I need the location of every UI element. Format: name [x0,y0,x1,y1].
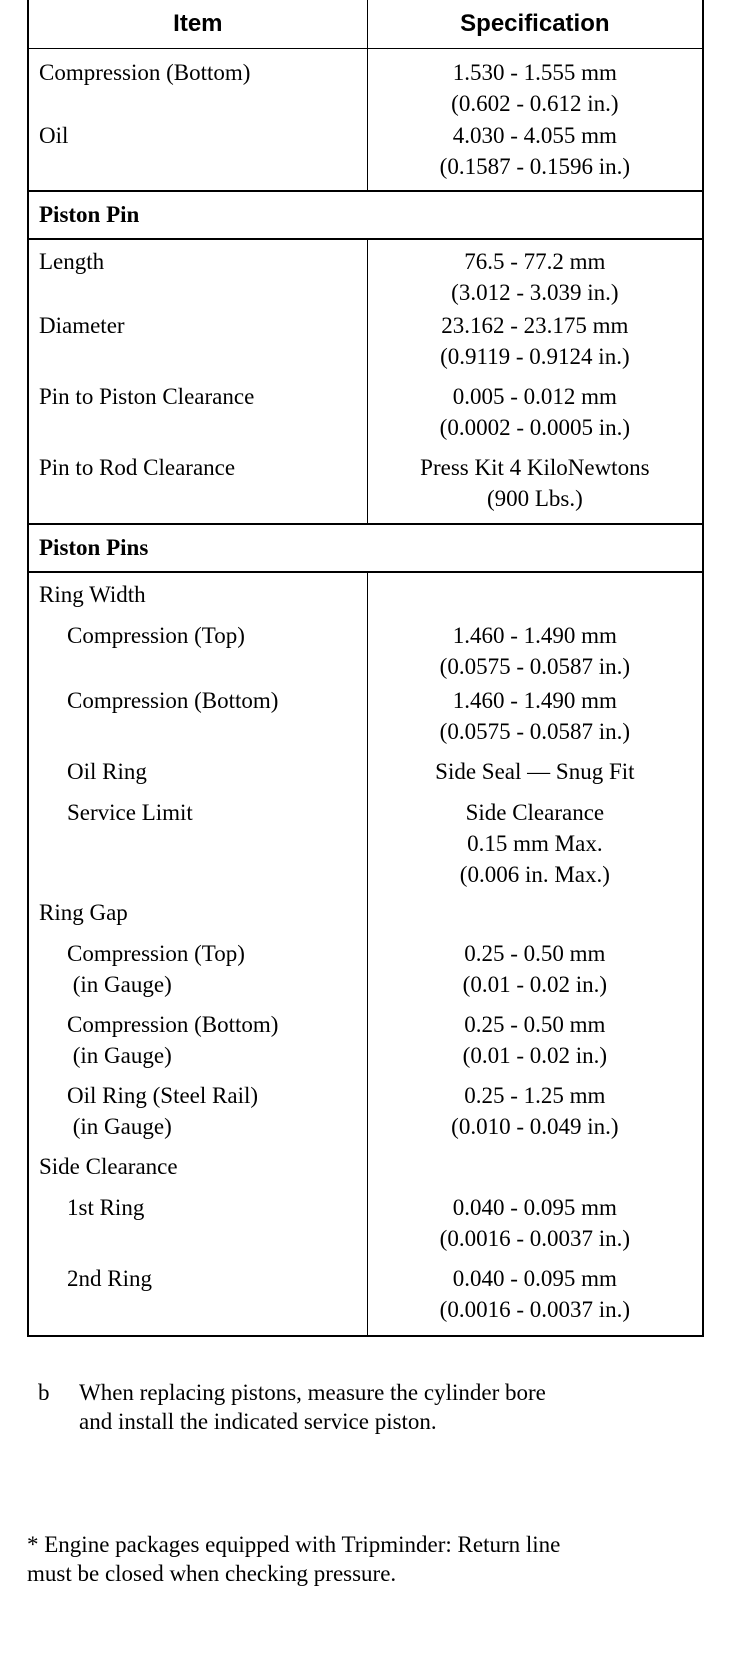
footnote-b-text: When replacing pistons, measure the cylinder bore and install the indicated service piston. [79,1380,546,1434]
spec-cell [367,49,703,120]
item-label: Pin to Piston Clearance [39,383,255,409]
footnote-b [28,1378,546,1465]
spec-value: 0.005 - 0.012 mm (0.0002 - 0.0005 in.) [439,383,631,440]
item-label: Compression (Top) (in Gauge) [67,940,245,997]
item-cell [28,452,367,524]
item-label: Ring Width [39,581,146,607]
footnote-star: * Engine packages equipped with Tripminder: Return line must be closed when checking pressure. [27,1532,561,1586]
table-row [28,452,703,524]
table-row [28,310,703,381]
table-row [28,120,703,191]
footnote-b-marker: b [38,1380,50,1405]
table-row [28,1009,703,1080]
spec-cell [367,120,703,191]
table-row [28,685,703,756]
spec-value: 0.25 - 0.50 mm (0.01 - 0.02 in.) [462,1011,608,1068]
item-cell [28,1192,367,1263]
spec-cell [367,938,703,1009]
item-cell [28,797,367,897]
table-header-row [28,0,703,49]
item-label: Service Limit [67,799,193,825]
spec-value: 0.25 - 0.50 mm (0.01 - 0.02 in.) [462,940,608,997]
item-label: Compression (Top) [67,622,245,648]
table-row [28,938,703,1009]
table-row [28,614,703,685]
table-row [28,49,703,120]
item-label: Diameter [39,312,125,338]
item-cell [28,239,367,310]
item-cell [28,381,367,452]
spec-value: 0.040 - 0.095 mm (0.0016 - 0.0037 in.) [439,1194,631,1251]
table-row [28,1192,703,1263]
item-label: Oil Ring [67,758,147,784]
item-cell [28,49,367,120]
spec-value: Press Kit 4 KiloNewtons (900 Lbs.) [420,454,650,511]
spec-cell [367,685,703,756]
table-row [28,797,703,897]
item-label: 1st Ring [67,1194,145,1220]
item-cell [28,572,367,614]
table-row [28,1080,703,1151]
item-cell [28,897,367,938]
item-label: Oil Ring (Steel Rail) (in Gauge) [67,1082,259,1139]
item-cell [28,1009,367,1080]
spec-cell [367,310,703,381]
table-row [28,381,703,452]
header-specification: Specification [367,0,703,49]
item-cell [28,938,367,1009]
item-label: Side Clearance [39,1153,178,1179]
item-cell [28,120,367,191]
item-label: Length [39,248,105,274]
spec-value: 23.162 - 23.175 mm (0.9119 - 0.9124 in.) [440,312,630,369]
spec-cell [367,572,703,614]
table-row [28,239,703,310]
item-label: Compression (Bottom) [39,60,251,85]
spec-value: 1.460 - 1.490 mm (0.0575 - 0.0587 in.) [439,687,631,744]
section-row-piston-pins [28,524,703,572]
spec-cell [367,1080,703,1151]
spec-cell [367,1263,703,1336]
specification-table [27,0,704,1337]
spec-value: Side Seal — Snug Fit [435,758,635,784]
spec-cell [367,1192,703,1263]
spec-value: 1.460 - 1.490 mm (0.0575 - 0.0587 in.) [439,622,631,679]
spec-value: 4.030 - 4.055 mm (0.1587 - 0.1596 in.) [439,122,631,179]
spec-cell [367,614,703,685]
item-cell [28,1080,367,1151]
header-item: Item [28,0,367,49]
item-cell [28,1151,367,1192]
spec-cell [367,1009,703,1080]
table-row [28,572,703,614]
item-label: Compression (Bottom) (in Gauge) [67,1011,279,1068]
spec-value: 0.25 - 1.25 mm (0.010 - 0.049 in.) [451,1082,619,1139]
spec-value: 76.5 - 77.2 mm (3.012 - 3.039 in.) [451,248,619,305]
table-row [28,756,703,797]
item-label: Pin to Rod Clearance [39,454,236,480]
table-row [28,897,703,938]
spec-value: 0.040 - 0.095 mm (0.0016 - 0.0037 in.) [439,1265,631,1322]
spec-cell [367,452,703,524]
item-label: 2nd Ring [67,1265,152,1291]
spec-cell [367,1151,703,1192]
item-cell [28,685,367,756]
spec-cell [367,756,703,797]
section-title: Piston Pins [28,524,703,572]
section-row-piston-pin [28,191,703,239]
item-cell [28,1263,367,1336]
table-row [28,1151,703,1192]
table-row [28,1263,703,1336]
spec-value: Side Clearance 0.15 mm Max. (0.006 in. Max.) [459,799,610,887]
item-cell [28,756,367,797]
item-label: Ring Gap [39,899,128,925]
section-title: Piston Pin [28,191,703,239]
item-label: Oil [39,122,69,148]
item-cell [28,614,367,685]
spec-cell [367,897,703,938]
spec-cell [367,239,703,310]
spec-cell [367,381,703,452]
item-cell [28,310,367,381]
item-label: Compression (Bottom) [67,687,279,713]
spec-cell [367,797,703,897]
spec-value: 1.530 - 1.555 mm (0.602 - 0.612 in.) [451,60,619,116]
